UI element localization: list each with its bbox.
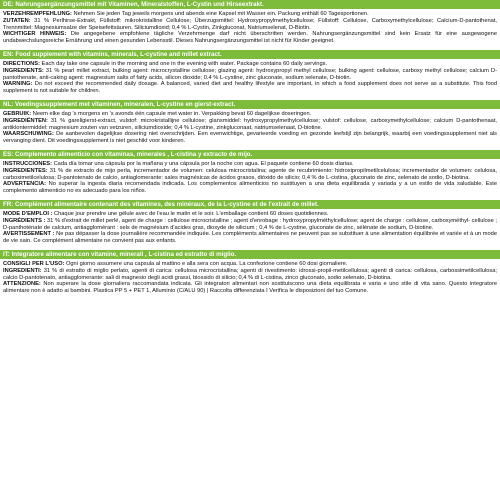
section-en bbox=[0, 50, 500, 95]
section-body bbox=[0, 9, 500, 45]
ingredients-paragraph: ZUTATEN: 31 % Perlhirse-Extrakt, Füllstoff: mikrokristalline Cellulose; Überzugsmittel: Hydroxypropylmethylcellulose; Füllstoff: Cellulose, Carboxymethylcellulose; Calcium-D-pantothenat, Trennmittel: Magnesiumsalze der Speisefettsäuren, Siliciumdioxid; 0,4 % L-Cystin, Zinkgluconat, Natriumselenat, D-Biotin. bbox=[3, 17, 497, 31]
section-body bbox=[0, 109, 500, 145]
directions-paragraph: DIRECTIONS: Each day take one capsule in the morning and one in the evening with water. Package contains 60 daily servings. bbox=[3, 60, 328, 67]
section-header: IT: Integratore alimentare con vitamine, minerali , L-cistina ed estratto di miglio. bbox=[0, 250, 500, 259]
ingredients-paragraph: INGREDIËNTEN: 31 % gareligierst-extract, vulstof: microkristallijne cellulose; glansmiddel: hydroxypropylmethylcellulose; vulstof: cellulose, carboxymethylcellulose; calcium D-pantothenaat, antiklontermiddel: magnesium zouten van vetzuren, siliciumdioxide; 0,4 % L-cystine, zinkgluconaat, natriumselenaat, D-biotine. bbox=[3, 117, 497, 131]
section-body bbox=[0, 59, 500, 95]
section-fr bbox=[0, 200, 500, 245]
warning-paragraph: WICHTIGER HINWEIS: Die angegebene empfohlene tägliche Verzehrmenge darf nicht überschritten werden. Nahrungsergänzungsmittel sind kein Ersatz für eine ausgewogene undabwechslungsreiche Ernährung und einen gesunden Lebensstil. Dieses Nahrungsergänzungsmittel ist nicht für Kinder geeignet. bbox=[3, 31, 497, 45]
section-es bbox=[0, 150, 500, 195]
section-header: EN: Food supplement with vitamins, minerals, L-cystine and millet extract. bbox=[0, 50, 500, 59]
warning-paragraph: AVERTISSEMENT : Ne pas dépasser la dose journalière recommandée indiquée. Les compléments alimentaires ne peuvent pas se substituer à une alimentation équilibrée et variée et à un mode de vie sain. Ce complément alimentaire ne convient pas aux enfants. bbox=[3, 231, 497, 245]
ingredients-paragraph: INGRÉDIENTS : 31 % d'extrait de millet perlé, agent de charge : cellulose microcristalline ; agent d'enrobage : hydroxypropylméthylcellulose; agent de charge : cellulose, carboxyméthyl- cellulose ; D-panthoténate de calcium, antiagglomérant : sels de magnésium d'acides gras, dioxyde de silicium ; 0,4 % de L-cystine, gluconate de zinc, sélénate de sodium, D-biotine. bbox=[3, 217, 498, 231]
warning-paragraph: ATTENZIONE: Non superare la dose giornaliera raccomandata indicata. Gli integratori alimentari non sostituiscono una dieta equilibrata e varia e uno stile di vita sano. Questo integratore alimentare non è adatto ai bambini. Plastica PP 5 + PET 1, Alluminio (C/ALU 90) | Raccolta differenziata I Verifica le disposizioni del tuo Comune. bbox=[3, 281, 497, 295]
section-header: NL: Voedingssupplement met vitaminen, mineralen, L-cystine en gierst-extract. bbox=[0, 100, 500, 109]
section-it bbox=[0, 250, 500, 295]
directions-paragraph: INSTRUCCIONES: Cada día tomar una cápsula por la mañana y una cápsula por la noche con agua. El paquete contiene 60 dosis diarias. bbox=[3, 160, 354, 167]
section-header: DE: Nahrungsergänzungsmittel mit Vitaminen, Mineralstoffen, L-Cystin und Hirseextrakt. bbox=[0, 0, 500, 9]
warning-paragraph: WAARSCHUWING: De aanbevolen dagelijkse dosering niet overschrijden. Een evenwichtige, gevarieerde voeding en gezonde leefstijl zijn belangrijk, waarbij een voedingssupplement niet als vervanging dient. Dit voedingssupplement is niet geschikt voor kinderen. bbox=[3, 131, 497, 145]
warning-paragraph: WARNING: Do not exceed the recommended daily dosage. A balanced, varied diet and healthy lifestyle are important, in which a food supplement does not serve as a substitute. This food supplement is not suitable for children. bbox=[3, 81, 497, 95]
section-header: ES: Complemento alimenticio con vitaminas, minerales , L-cistina y extracto de mijo. bbox=[0, 150, 500, 159]
section-body bbox=[0, 159, 500, 195]
warning-paragraph: ADVERTENCIA: No superar la ingesta diaria recomendada indicada. Los complementos alimenticios no sustituyen a una dieta equilibrada y variada y a un estilo de vida saludable. Este complemento alimenticio no es adecuado para los niños. bbox=[3, 181, 497, 195]
directions-paragraph: VERZEHREMPFEHLUNG: Nehmen Sie jeden Tag jeweils morgens und abends eine Kapsel mit Wasser ein. Packung enthält 60 Tagesportionen. bbox=[3, 11, 369, 17]
directions-paragraph: MODE D'EMPLOI : Chaque jour prendre une gélule avec de l'eau le matin et le soir. L'emballage contient 60 doses quotidiennes. bbox=[3, 210, 329, 217]
ingredients-paragraph: INGREDIENTI: 31 % di estratto di miglio perlato, agenti di carica: cellulosa microcristallina; agenti di rivestimento: idrossi-propil-metilcellulosa; agenti di carica: cellulosa, carbossimetilcellulosa; calcio D-pantotenato, antiagglomerante: sali di magnesio degli acidi grassi, biossido di silicio; 0,4 % di L-cistina, zinco gluconato, sodio selenato, D-biotina. bbox=[3, 267, 497, 281]
section-de bbox=[0, 0, 500, 45]
ingredients-paragraph: INGREDIENTES: 31 % de extracto de mijo perla, incrementador de volumen: celulosa microcristalina; agente de recubrimiento: hidroxipropilmetilcelulosa; incrementador de volumen: celulosa, carboximetilcelulosa; D-pantotenato de calcio, antiaglomerante: sales magnésicas de ácidos grasos, dióxido de silicio; 0,4 % de L-cistina, gluconato de zinc, selenato de sodio, D-biotina. bbox=[3, 167, 497, 181]
section-nl bbox=[0, 100, 500, 145]
section-header: FR: Complément alimentaire contenant des vitamines, des minéraux, de la L-cystine et de l'extrait de millet. bbox=[0, 200, 500, 209]
ingredients-paragraph: INGREDIENTS: 31 % pearl millet extract, bulking agent: microcrystalline cellulose; glazing agent: hydroxypropyl methyl cellulose; bulking agent: cellulose, carboxy methyl cellulose; calcium D-pantothenate, anti-caking agent: magnesium salts of fatty acids, silicon dioxide; 0.4 % L-cystine, zinc gluconate, sodium selenate, D-biotin. bbox=[3, 67, 497, 81]
directions-paragraph: GEBRUIK: Neem elke dag 's morgens en 's avonds één capsule met water in. Verpakking bevat 60 dagelijkse doseringen. bbox=[3, 110, 312, 117]
section-body bbox=[0, 209, 500, 245]
directions-paragraph: CONSIGLI PER L'USO: Ogni giorno assumere una capsula al mattino e alla sera con acqua. La confezione contiene 60 dosi giornaliere. bbox=[3, 260, 348, 267]
section-body bbox=[0, 259, 500, 295]
